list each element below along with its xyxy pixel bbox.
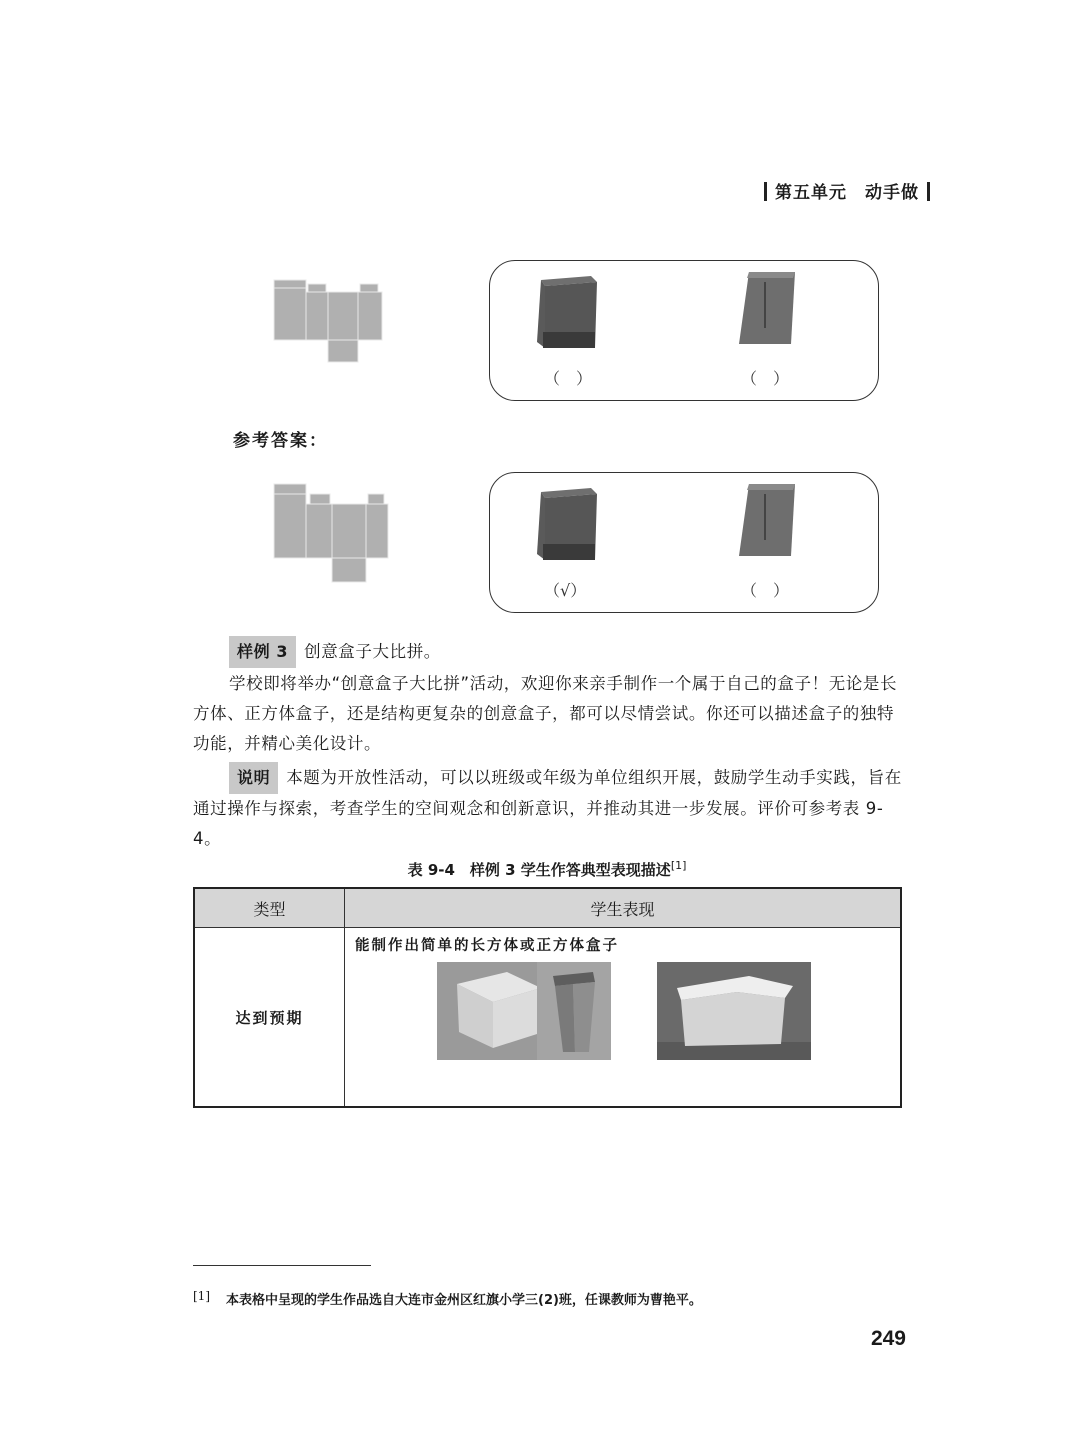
answer-choice-b: （ ） [741,581,790,600]
answer-choice-a: （√） [544,581,587,600]
footnote-rule [193,1265,371,1266]
table-cell-type: 达到预期 [194,928,345,1108]
box-photo-b [735,268,805,348]
table-caption [193,859,901,880]
example-tag: 样例 3 [229,636,296,668]
footnote-mark: [1] [193,1289,210,1303]
header-bar-right [927,182,930,201]
note-tag: 说明 [229,762,278,794]
student-box-photo-3 [657,962,811,1060]
header-bar-left [764,182,767,201]
table-header-performance: 学生表现 [345,888,902,928]
note-paragraph [193,762,911,854]
example-title: 创意盒子大比拼。 [304,642,441,661]
performance-table [193,887,902,1108]
box-photo-b-answer [735,480,805,560]
page-number: 249 [870,1327,906,1350]
table-header-row [194,888,901,928]
table-row [194,928,901,1108]
header-unit: 第五单元 [775,183,847,203]
header-topic: 动手做 [865,183,919,203]
table-cell-performance [345,928,902,1108]
example-body: 学校即将举办“创意盒子大比拼”活动，欢迎你来亲手制作一个属于自己的盒子！无论是长方体、正方体盒子，还是结构更复杂的创意盒子，都可以尽情尝试。你还可以描述盒子的独特功能，并精心美化设计。 [193,674,898,753]
box-photo-a [535,272,605,352]
box-net-figure-answer [270,480,390,585]
table-caption-text: 表 9-4 样例 3 学生作答典型表现描述 [407,861,671,879]
footnote-text: 本表格中呈现的学生作品选自大连市金州区红旗小学三(2)班，任课教师为曹艳平。 [226,1293,702,1308]
table-header-type: 类型 [194,888,345,928]
question-choice-b: （ ） [741,369,790,388]
student-box-photo-2 [537,962,611,1060]
running-header [756,178,938,203]
performance-text: 能制作出简单的长方体或正方体盒子 [355,937,619,954]
question-choice-a: （ ） [544,369,593,388]
box-net-figure [270,268,390,368]
example-heading [229,636,909,668]
note-body: 本题为开放性活动，可以以班级或年级为单位组织开展，鼓励学生动手实践，旨在通过操作与探索，考查学生的空间观念和创新意识，并推动其进一步发展。评价可参考表 9-4。 [193,768,902,848]
reference-answer-label: 参考答案： [233,431,328,451]
box-photo-a-answer [535,484,605,564]
table-caption-ref: [1] [670,859,687,872]
